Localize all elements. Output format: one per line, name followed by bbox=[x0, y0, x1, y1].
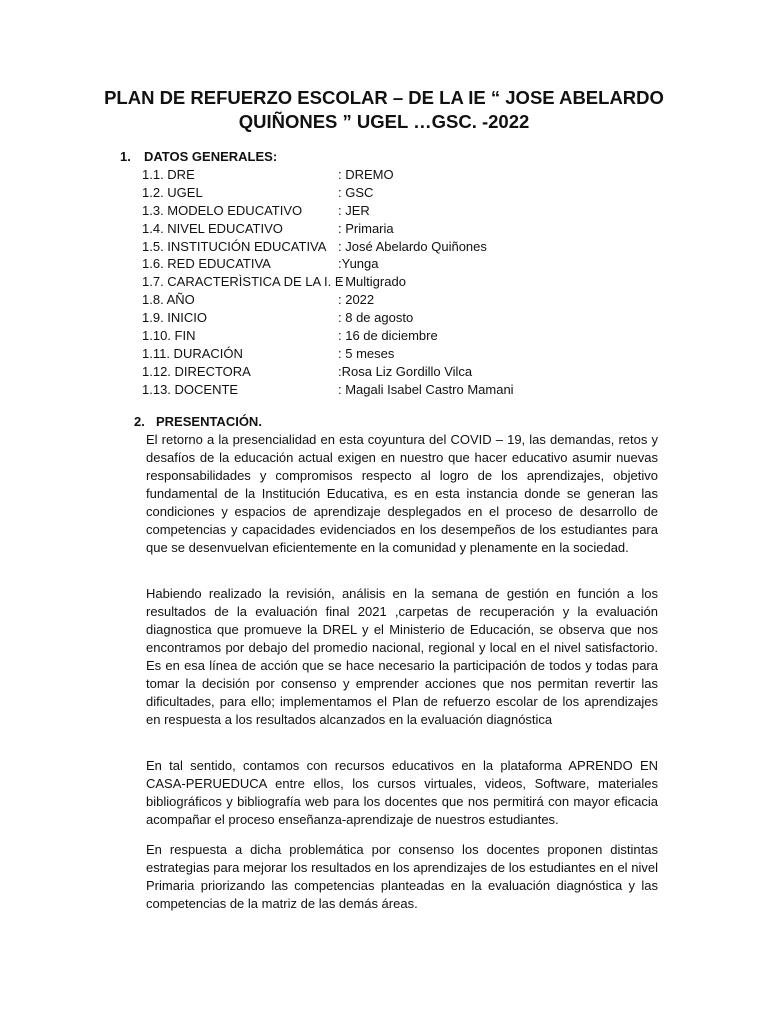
datos-value: : 2022 bbox=[338, 292, 375, 308]
datos-row bbox=[142, 166, 622, 184]
datos-row bbox=[142, 184, 622, 202]
document-title bbox=[100, 86, 668, 134]
section-2-heading bbox=[134, 414, 262, 429]
datos-row bbox=[142, 273, 622, 291]
datos-label: 1.12. DIRECTORA bbox=[142, 363, 251, 379]
datos-row bbox=[142, 363, 622, 381]
datos-value: :Yunga bbox=[338, 256, 379, 272]
datos-value: : 16 de diciembre bbox=[338, 328, 438, 344]
datos-value: :Rosa Liz Gordillo Vilca bbox=[338, 363, 473, 379]
datos-row bbox=[142, 327, 622, 345]
datos-value: : DREMO bbox=[338, 167, 394, 182]
section-2-number: 2. bbox=[134, 414, 145, 429]
datos-row bbox=[142, 255, 622, 273]
datos-label: 1.9. INICIO bbox=[142, 310, 208, 326]
datos-label: 1.4. NIVEL EDUCATIVO bbox=[142, 220, 283, 236]
paragraph: En respuesta a dicha problemática por consenso los docentes proponen distintas estrategias para mejorar los resultados en los aprendizajes de los estudiantes en el nivel Primaria priorizando las competencias planteadas en la evaluación diagnóstica y las competencias de la matriz de las demás áreas. bbox=[146, 842, 658, 911]
title-line-2: QUIÑONES ” UGEL …GSC. -2022 bbox=[238, 111, 530, 132]
paragraph: Habiendo realizado la revisión, análisis en la semana de gestión en función a los resultados de la evaluación final 2021 ,carpetas de recuperación y la evaluación diagnostica que promueve la DREL y el Ministerio de Educación, se observa que nos encontramos por debajo del promedio nacional, regional y local en el nivel satisfactorio. Es en esa línea de acción que se hace necesario la participación de todos y todas para tomar la decisión por consenso y emprender acciones que nos permitan revertir las dificultades, para ello; implementamos el Plan de refuerzo escolar de los aprendizajes en respuesta a los resultados alcanzados en la evaluación diagnóstica bbox=[146, 586, 658, 727]
datos-label: 1.8. AÑO bbox=[142, 292, 195, 308]
paragraph: El retorno a la presencialidad en esta coyuntura del COVID – 19, las demandas, retos y desafíos de la educación actual exigen en nuestro que hacer educativo asumir nuevas responsabilidades y compromisos respecto al logro de los aprendizajes, objetivo fundamental de la Institución Educativa, es en esta instancia donde se generan las condiciones y espacios de aprendizaje desplegados en el proceso de desarrollo de competencias y capacidades evidenciados en los desempeños de los estudiantes para que se desenvuelvan eficientemente en la comunidad y plenamente en la sociedad. bbox=[146, 432, 658, 555]
datos-row bbox=[142, 381, 622, 399]
datos-generales-list bbox=[142, 166, 622, 399]
datos-label: 1.1. DRE bbox=[142, 167, 195, 182]
section-2-title: PRESENTACIÓN. bbox=[156, 414, 262, 429]
datos-row bbox=[142, 202, 622, 220]
title-line-1: PLAN DE REFUERZO ESCOLAR – DE LA IE “ JOSE ABELARDO bbox=[104, 87, 664, 108]
datos-label: 1.13. DOCENTE bbox=[142, 381, 239, 397]
datos-value: : Magali Isabel Castro Mamani bbox=[338, 381, 514, 397]
datos-label: 1.7. CARACTERÌSTICA DE LA I. E bbox=[142, 274, 344, 290]
datos-label: 1.6. RED EDUCATIVA bbox=[142, 256, 271, 272]
datos-value: : Multigrado bbox=[338, 274, 406, 290]
section-1-heading bbox=[120, 149, 277, 164]
datos-value: : Primaria bbox=[338, 220, 394, 236]
section-1-number: 1. bbox=[120, 149, 131, 164]
datos-value: : José Abelardo Quiñones bbox=[338, 238, 487, 254]
datos-label: 1.3. MODELO EDUCATIVO bbox=[142, 202, 303, 218]
datos-label: 1.10. FIN bbox=[142, 328, 196, 344]
datos-value: : 8 de agosto bbox=[338, 310, 414, 326]
paragraph: En tal sentido, contamos con recursos educativos en la plataforma APRENDO EN CASA-PERUEDUCA entre ellos, los cursos virtuales, videos, Software, materiales bibliográficos y bibliografía web para los docentes que nos permitirá con mayor eficacia acompañar el proceso enseñanza-aprendizaje de nuestros estudiantes. bbox=[146, 758, 658, 827]
datos-label: 1.5. INSTITUCIÓN EDUCATIVA bbox=[142, 238, 327, 254]
datos-row bbox=[142, 291, 622, 309]
datos-label: 1.11. DURACIÓN bbox=[142, 345, 243, 361]
section-1-title: DATOS GENERALES: bbox=[144, 149, 278, 164]
datos-value: : 5 meses bbox=[338, 345, 395, 361]
datos-value: : GSC bbox=[338, 184, 374, 200]
datos-value: : JER bbox=[338, 202, 370, 218]
datos-row bbox=[142, 220, 622, 238]
datos-row bbox=[142, 309, 622, 327]
datos-row bbox=[142, 238, 622, 256]
datos-label: 1.2. UGEL bbox=[142, 184, 203, 200]
datos-row bbox=[142, 345, 622, 363]
